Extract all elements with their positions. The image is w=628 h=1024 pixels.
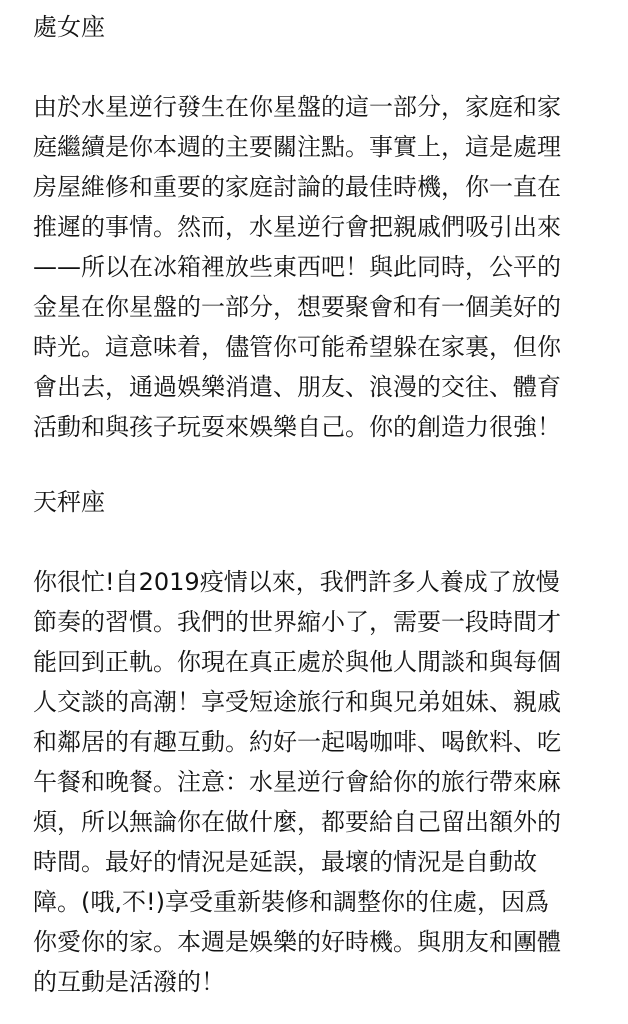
text-line: 能回到正軌。你現在真正處於與他人閒談和與每個 [33, 648, 561, 676]
text-line: 你愛你的家。本週是娛樂的好時機。與朋友和團體 [33, 928, 561, 956]
text-line: 節奏的習慣。我們的世界縮小了，需要一段時間才 [33, 608, 561, 636]
text-line: 庭繼續是你本週的主要關注點。事實上，這是處理 [33, 133, 561, 161]
text-line: 午餐和晚餐。注意：水星逆行會給你的旅行帶來麻 [33, 768, 561, 796]
section-heading-libra: 天秤座 [33, 488, 105, 516]
text-line: 金星在你星盤的一部分，想要聚會和有一個美好的 [33, 293, 561, 321]
text-line: 推遲的事情。然而，水星逆行會把親戚們吸引出來 [33, 213, 561, 241]
text-line: 你很忙!自2019疫情以來，我們許多人養成了放慢 [33, 568, 560, 596]
section-heading-virgo: 處女座 [33, 13, 105, 41]
text-line: 障。(哦,不!)享受重新裝修和調整你的住處，因爲 [33, 888, 549, 916]
text-line: ——所以在冰箱裡放些東西吧！與此同時，公平的 [33, 253, 561, 281]
text-line: 會出去，通過娛樂消遣、朋友、浪漫的交往、體育 [33, 373, 561, 401]
text-line: 煩，所以無論你在做什麼，都要給自己留出額外的 [33, 808, 561, 836]
text-line: 人交談的高潮！享受短途旅行和與兄弟姐妹、親戚 [33, 688, 561, 716]
text-line: 由於水星逆行發生在你星盤的這一部分，家庭和家 [33, 93, 561, 121]
text-line: 的互動是活潑的！ [33, 968, 225, 996]
text-line: 時間。最好的情況是延誤，最壞的情況是自動故 [33, 848, 537, 876]
text-line: 時光。這意味着，儘管你可能希望躲在家裏，但你 [33, 333, 561, 361]
text-line: 和鄰居的有趣互動。約好一起喝咖啡、喝飲料、吃 [33, 728, 561, 756]
text-line: 房屋維修和重要的家庭討論的最佳時機，你一直在 [33, 173, 561, 201]
text-line: 活動和與孩子玩耍來娛樂自己。你的創造力很強！ [33, 413, 561, 441]
section-body-virgo [33, 87, 603, 447]
section-body-libra [33, 562, 603, 1002]
